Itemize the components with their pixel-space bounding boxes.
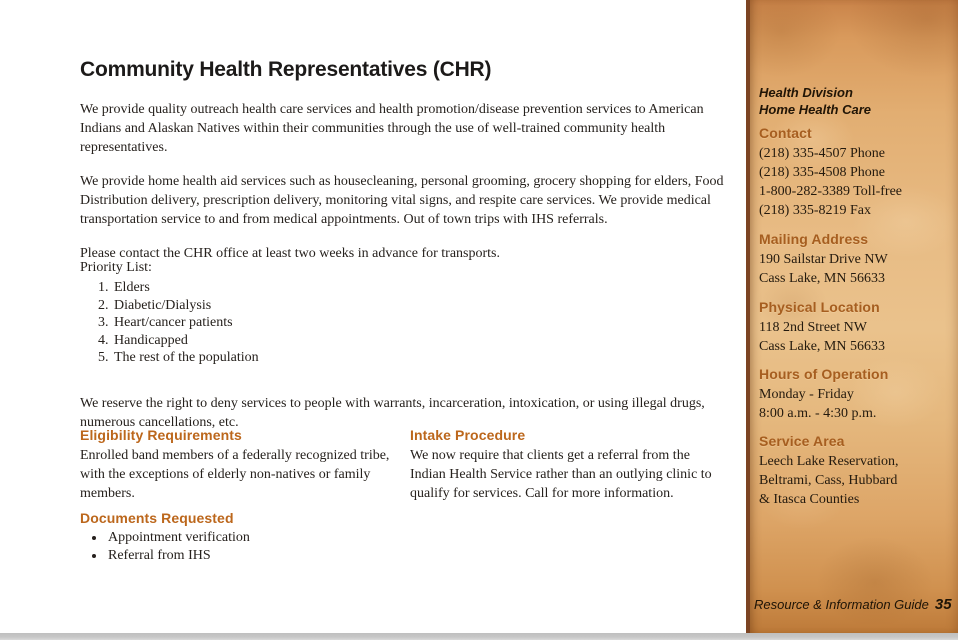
list-item: 5. The rest of the population [112, 349, 480, 367]
hours-days: Monday - Friday [759, 387, 854, 402]
phone-number: (218) 335-4508 Phone [759, 165, 885, 180]
info-sidebar [746, 0, 958, 633]
intro-paragraph: We provide quality outreach health care services and health promotion/disease prevention services to American Indians and Alaskan Natives within their communities through the use of well-trained community health representatives. [80, 102, 704, 155]
hours-heading: Hours of Operation [759, 366, 889, 382]
priority-list [80, 258, 480, 367]
division-line: Health Division [759, 85, 853, 100]
physical-location-section [759, 299, 955, 356]
two-column-section [80, 427, 728, 503]
intake-body: We now require that clients get a referral from the Indian Health Service rather than an outlying clinic to qualify for services. Call for more information. [410, 448, 712, 501]
documents-requested-section [80, 510, 410, 565]
service-area-heading: Service Area [759, 433, 845, 449]
division-label [759, 84, 949, 118]
eligibility-section [80, 427, 410, 503]
tollfree-number: 1-800-282-3389 Toll-free [759, 184, 903, 199]
list-item: 3. Heart/cancer patients [112, 314, 480, 332]
address-line: 118 2nd Street NW [759, 320, 867, 335]
list-item: 1. Elders [112, 279, 480, 297]
list-item: 2. Diabetic/Dialysis [112, 297, 480, 315]
address-line: Cass Lake, MN 56633 [759, 271, 885, 286]
contact-note-paragraph: Please contact the CHR office at least two weeks in advance for transports. [80, 246, 500, 261]
documents-requested-list [80, 529, 410, 565]
priority-list-items [80, 279, 480, 367]
list-item: 4. Handicapped [112, 332, 480, 350]
eligibility-heading: Eligibility Requirements [80, 427, 242, 443]
eligibility-body: Enrolled band members of a federally recognized tribe, with the exceptions of elderly non-natives or family members. [80, 448, 390, 501]
phone-number: (218) 335-4507 Phone [759, 146, 885, 161]
service-area-section [759, 433, 955, 509]
service-area-line: Leech Lake Reservation, [759, 454, 899, 469]
intake-section [410, 427, 728, 503]
hours-times: 8:00 a.m. - 4:30 p.m. [759, 406, 877, 421]
hours-section [759, 366, 955, 423]
address-line: 190 Sailstar Drive NW [759, 252, 888, 267]
service-area-line: Beltrami, Cass, Hubbard [759, 473, 898, 488]
physical-location-heading: Physical Location [759, 299, 880, 315]
services-paragraph: We provide home health aid services such as housecleaning, personal grooming, grocery shopping for elders, Food Distribution delivery, prescription delivery, monitoring vital signs, and respite care services. We provide medical transportation service to and from medical appointments. Out of town trips with IHS referrals. [80, 174, 724, 227]
contact-section [759, 125, 955, 220]
page-title: Community Health Representatives (CHR) [80, 58, 492, 82]
mailing-address-heading: Mailing Address [759, 231, 869, 247]
denial-note-paragraph: We reserve the right to deny services to people with warrants, incarceration, intoxication, or using illegal drugs, numerous cancellations, etc. [80, 396, 705, 430]
intake-heading: Intake Procedure [410, 427, 526, 443]
list-item: • Appointment verification [106, 529, 410, 547]
address-line: Cass Lake, MN 56633 [759, 339, 885, 354]
contact-heading: Contact [759, 125, 812, 141]
priority-list-label: Priority List: [80, 260, 152, 275]
fax-number: (218) 335-8219 Fax [759, 203, 871, 218]
page-number: 35 [934, 596, 952, 613]
mailing-address-section [759, 231, 955, 288]
viewer-bottom-edge [0, 633, 958, 640]
list-item: • Referral from IHS [106, 547, 410, 565]
division-line: Home Health Care [759, 102, 871, 117]
service-area-line: & Itasca Counties [759, 492, 860, 507]
documents-requested-heading: Documents Requested [80, 510, 234, 526]
guide-title: Resource & Information Guide [754, 597, 929, 612]
guide-footer [754, 596, 952, 613]
